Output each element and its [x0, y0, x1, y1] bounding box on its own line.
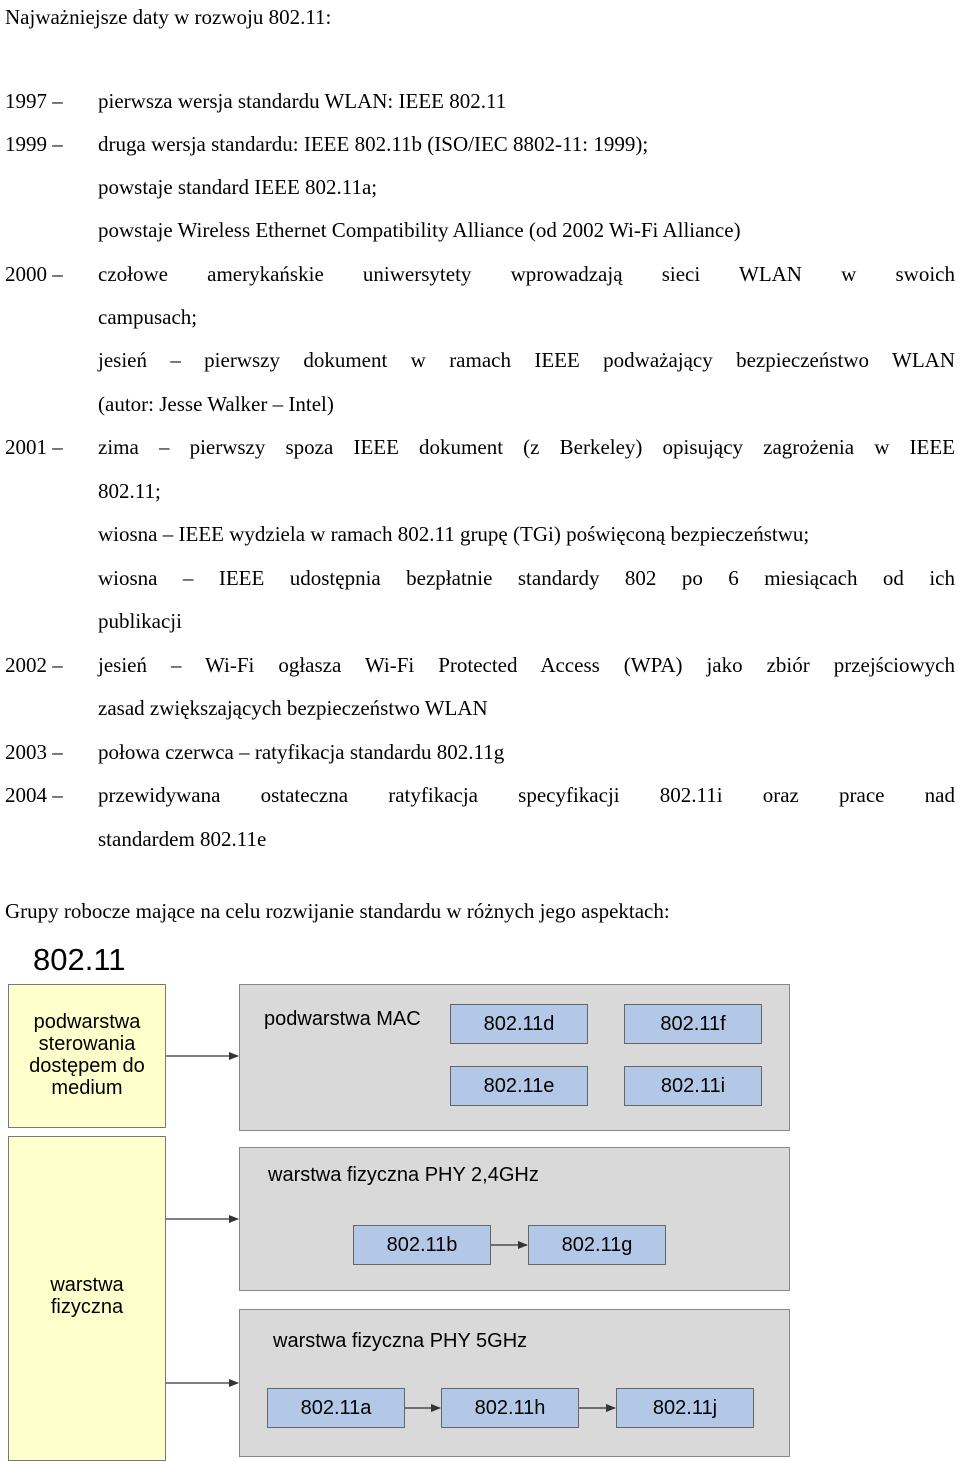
timeline-year: 2003 – [5, 740, 63, 764]
page-heading: Najważniejsze daty w rozwoju 802.11: [5, 5, 332, 29]
timeline-text: wiosna – IEEE udostępnia bezpłatnie standardy 802 po 6 miesiącach od ich [98, 566, 955, 590]
phy-24ghz-label: warstwa fizyczna PHY 2,4GHz [268, 1164, 539, 1186]
timeline-text: druga wersja standardu: IEEE 802.11b (ISO/IEC 8802-11: 1999); [98, 132, 649, 156]
working-groups-title: Grupy robocze mające na celu rozwijanie standardu w różnych jego aspektach: [5, 899, 670, 923]
mac-sublayer-label: podwarstwa sterowania dostępem do medium [29, 1011, 145, 1099]
timeline-text: powstaje standard IEEE 802.11a; [98, 175, 378, 199]
standard-802-11a: 802.11a [267, 1388, 405, 1428]
phy-5ghz-label: warstwa fizyczna PHY 5GHz [273, 1330, 528, 1352]
working-groups-diagram [0, 930, 960, 1461]
timeline-text: jesień – pierwszy dokument w ramach IEEE podważający bezpieczeństwo WLAN [98, 348, 955, 372]
timeline-year: 2001 – [5, 435, 63, 459]
timeline-year: 2002 – [5, 653, 63, 677]
timeline-text: wiosna – IEEE wydziela w ramach 802.11 grupę (TGi) poświęconą bezpieczeństwu; [98, 522, 810, 546]
timeline-text: zasad zwiększających bezpieczeństwo WLAN [98, 696, 488, 720]
diagram-title: 802.11 [33, 942, 126, 977]
standard-802-11j: 802.11j [616, 1388, 754, 1428]
timeline-year: 1999 – [5, 132, 63, 156]
timeline-text: czołowe amerykańskie uniwersytety wprowadzają sieci WLAN w swoich [98, 262, 955, 286]
timeline-text: przewidywana ostateczna ratyfikacja specyfikacji 802.11i oraz prace nad [98, 783, 955, 807]
standard-802-11h: 802.11h [441, 1388, 579, 1428]
standard-802-11g: 802.11g [528, 1225, 666, 1265]
standard-802-11f: 802.11f [624, 1004, 762, 1044]
timeline-text: standardem 802.11e [98, 827, 267, 851]
timeline-text: jesień – Wi-Fi ogłasza Wi-Fi Protected Access (WPA) jako zbiór przejściowych [98, 653, 955, 677]
mac-box-label: podwarstwa MAC [264, 1008, 421, 1030]
standard-802-11d: 802.11d [450, 1004, 588, 1044]
timeline-year: 2004 – [5, 783, 63, 807]
physical-layer-label: warstwa fizyczna [50, 1274, 124, 1318]
timeline-text: powstaje Wireless Ethernet Compatibility Alliance (od 2002 Wi-Fi Alliance) [98, 218, 741, 242]
timeline-text: pierwsza wersja standardu WLAN: IEEE 802.11 [98, 89, 507, 113]
timeline-text: połowa czerwca – ratyfikacja standardu 802.11g [98, 740, 505, 764]
timeline-year: 2000 – [5, 262, 63, 286]
timeline-text: (autor: Jesse Walker – Intel) [98, 392, 334, 416]
timeline-year: 1997 – [5, 89, 63, 113]
timeline-text: publikacji [98, 609, 182, 633]
timeline-text: 802.11; [98, 479, 161, 503]
timeline-text: campusach; [98, 305, 198, 329]
timeline-text: zima – pierwszy spoza IEEE dokument (z Berkeley) opisujący zagrożenia w IEEE [98, 435, 955, 459]
standard-802-11e: 802.11e [450, 1066, 588, 1106]
standard-802-11i: 802.11i [624, 1066, 762, 1106]
standard-802-11b: 802.11b [353, 1225, 491, 1265]
